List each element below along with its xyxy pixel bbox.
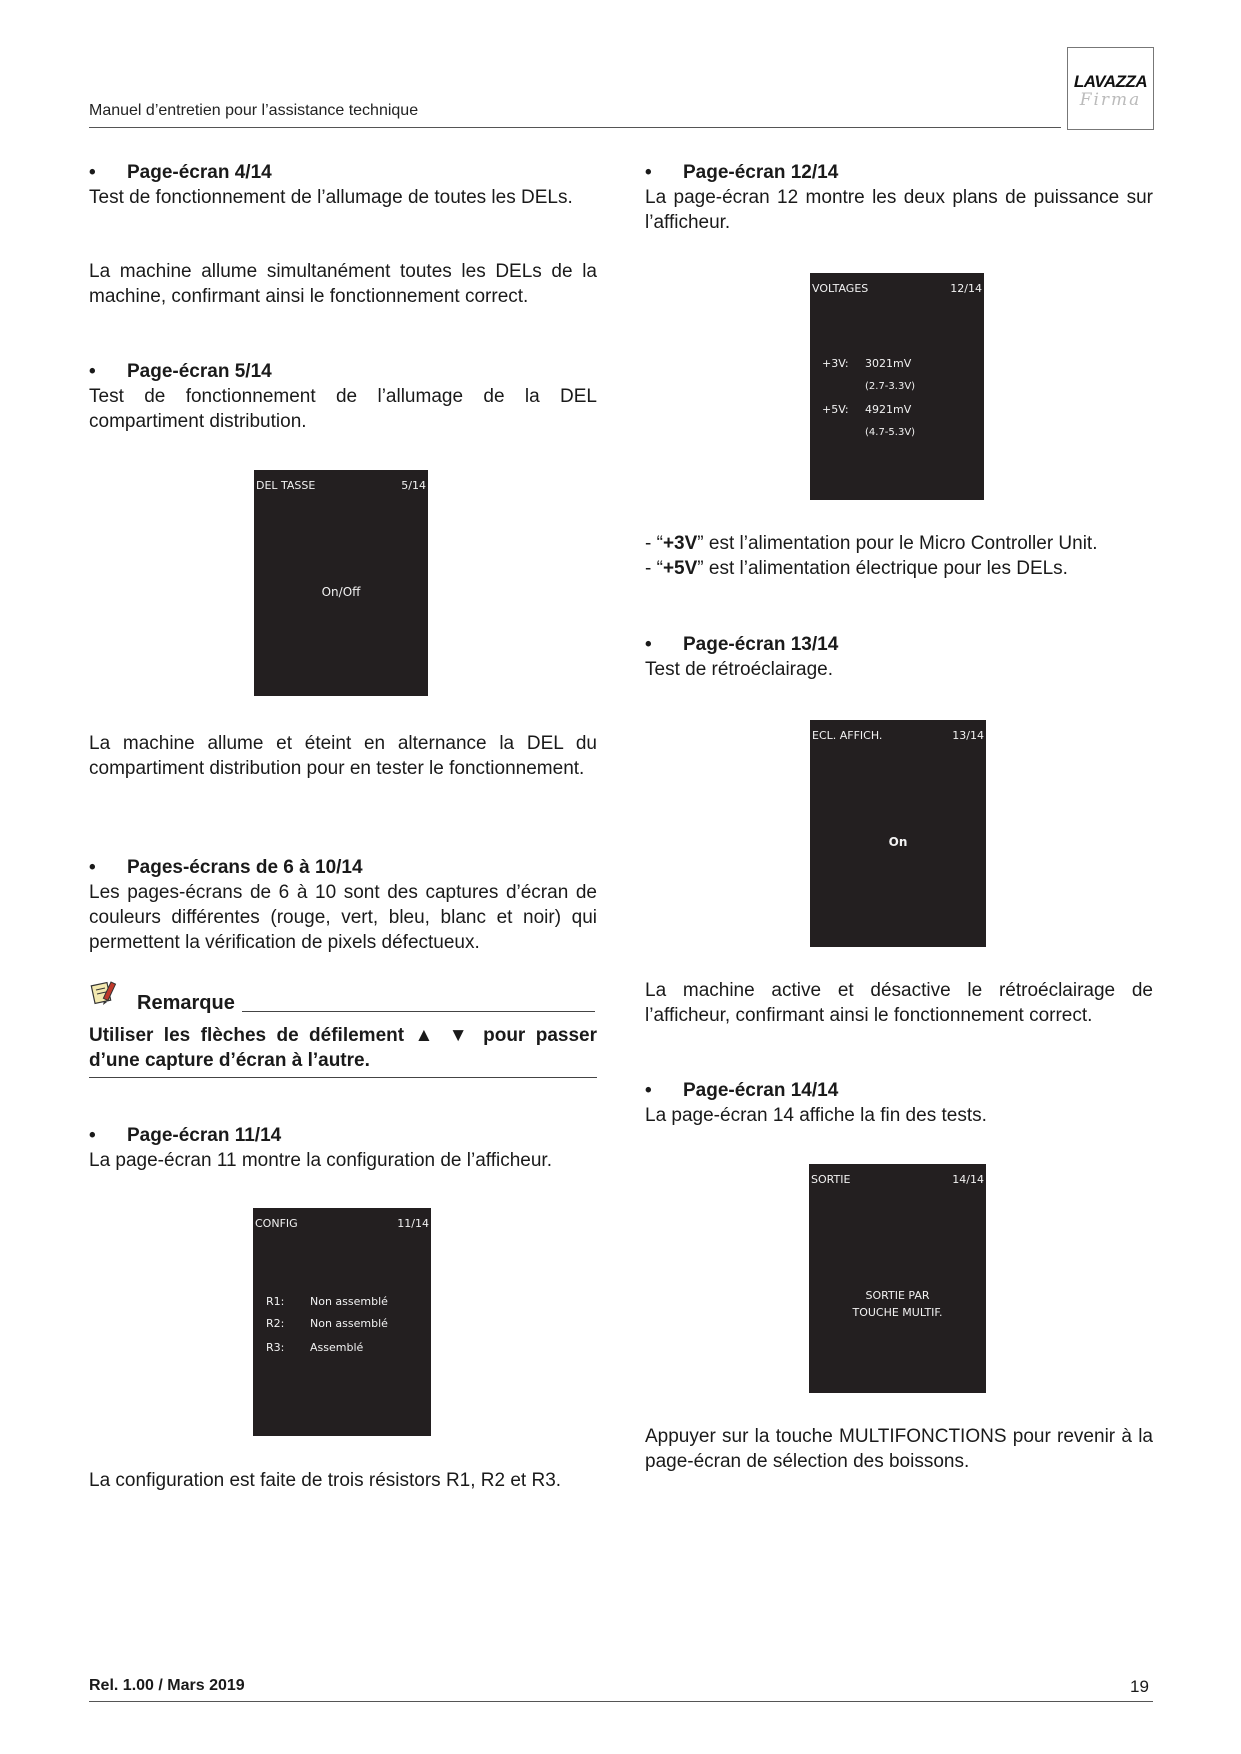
paragraph: La page-écran 11 montre la configuration de l’afficheur.: [89, 1150, 552, 1171]
paragraph: Les pages-écrans de 6 à 10 sont des captures d’écran de couleurs différentes (rouge, vert, bleu, blanc et noir) qui permettent la vérification de pixels défectueux.: [89, 882, 597, 953]
note-top-rule: [242, 1011, 595, 1012]
config-row: R3: Assemblé: [266, 1341, 364, 1354]
paragraph: La machine allume simultanément toutes les DELs de la machine, confirmant ainsi le fonctionnement correct.: [89, 261, 597, 307]
voltage-label: +5V:: [822, 403, 849, 416]
note-bottom-rule: [89, 1077, 597, 1078]
display-screenshot-5: [254, 470, 428, 696]
section-heading-13: • Page-écran 13/14: [645, 634, 839, 655]
list-item: - “+5V” est l’alimentation électrique pour les DELs.: [645, 558, 1068, 579]
paragraph: Test de fonctionnement de l’allumage de la DEL compartiment distribution.: [89, 386, 597, 432]
paragraph: La page-écran 12 montre les deux plans de puissance sur l’afficheur.: [645, 187, 1153, 233]
note-icon: [90, 980, 120, 1006]
voltage-range: (4.7-5.3V): [865, 427, 916, 438]
footer-divider: [89, 1701, 1153, 1702]
brand-logo: [1067, 47, 1154, 130]
list-item: - “+3V” est l’alimentation pour le Micro Controller Unit.: [645, 533, 1098, 554]
screen-page: 14/14: [952, 1173, 984, 1186]
config-row: R1: Non assemblé: [266, 1295, 388, 1308]
screen-value: On/Off: [321, 585, 361, 599]
section-heading-14: • Page-écran 14/14: [645, 1080, 839, 1101]
config-row: R2: Non assemblé: [266, 1317, 388, 1330]
screen-page: 13/14: [952, 729, 984, 742]
voltage-value: 4921mV: [865, 403, 912, 416]
header-divider: [89, 127, 1061, 128]
screen-page: 12/14: [950, 282, 982, 295]
screen-title: SORTIE: [811, 1173, 851, 1186]
display-screenshot-14: [809, 1164, 986, 1393]
screen-title: DEL TASSE: [256, 479, 316, 492]
section-heading-6-10: • Pages-écrans de 6 à 10/14: [89, 857, 363, 878]
note-title: Remarque: [137, 992, 235, 1014]
screen-title: CONFIG: [255, 1217, 298, 1230]
screen-title: ECL. AFFICH.: [812, 729, 883, 742]
section-heading-5: • Page-écran 5/14: [89, 361, 272, 382]
paragraph: La machine allume et éteint en alternance la DEL du compartiment distribution pour en tester le fonctionnement.: [89, 733, 597, 779]
logo-wordmark: LAVAZZA: [1073, 72, 1148, 91]
section-heading-11: • Page-écran 11/14: [89, 1125, 282, 1146]
paragraph: La configuration est faite de trois résistors R1, R2 et R3.: [89, 1470, 562, 1491]
paragraph: Test de rétroéclairage.: [645, 659, 833, 680]
voltage-label: +3V:: [822, 357, 849, 370]
paragraph: Appuyer sur la touche MULTIFONCTIONS pour revenir à la page-écran de sélection des boissons.: [645, 1426, 1153, 1472]
voltage-value: 3021mV: [865, 357, 912, 370]
screen-title: VOLTAGES: [812, 282, 869, 295]
screen-page: 11/14: [397, 1217, 429, 1230]
release-info: Rel. 1.00 / Mars 2019: [89, 1677, 245, 1694]
display-screenshot-13: [810, 720, 986, 947]
note-body: Utiliser les flèches de défilement ▲ ▼ pour passer d’une capture d’écran à l’autre.: [89, 1025, 597, 1071]
voltage-range: (2.7-3.3V): [865, 381, 916, 392]
paragraph: Test de fonctionnement de l’allumage de toutes les DELs.: [89, 187, 573, 208]
page-number: 19: [1130, 1677, 1149, 1696]
paragraph: La machine active et désactive le rétroéclairage de l’afficheur, confirmant ainsi le fonctionnement correct.: [645, 980, 1153, 1026]
paragraph: La page-écran 14 affiche la fin des tests.: [645, 1105, 987, 1126]
section-heading-12: • Page-écran 12/14: [645, 162, 839, 183]
screen-message-line: TOUCHE MULTIF.: [852, 1306, 943, 1319]
section-heading-4: • Page-écran 4/14: [89, 162, 272, 183]
screen-value: On: [888, 835, 908, 849]
screen-page: 5/14: [401, 479, 426, 492]
display-screenshot-11: [253, 1208, 431, 1436]
header-title: Manuel d’entretien pour l’assistance technique: [89, 102, 419, 119]
display-screenshot-12: [810, 273, 984, 500]
screen-message-line: SORTIE PAR: [865, 1289, 930, 1302]
logo-subtitle: Firma: [1079, 90, 1142, 110]
